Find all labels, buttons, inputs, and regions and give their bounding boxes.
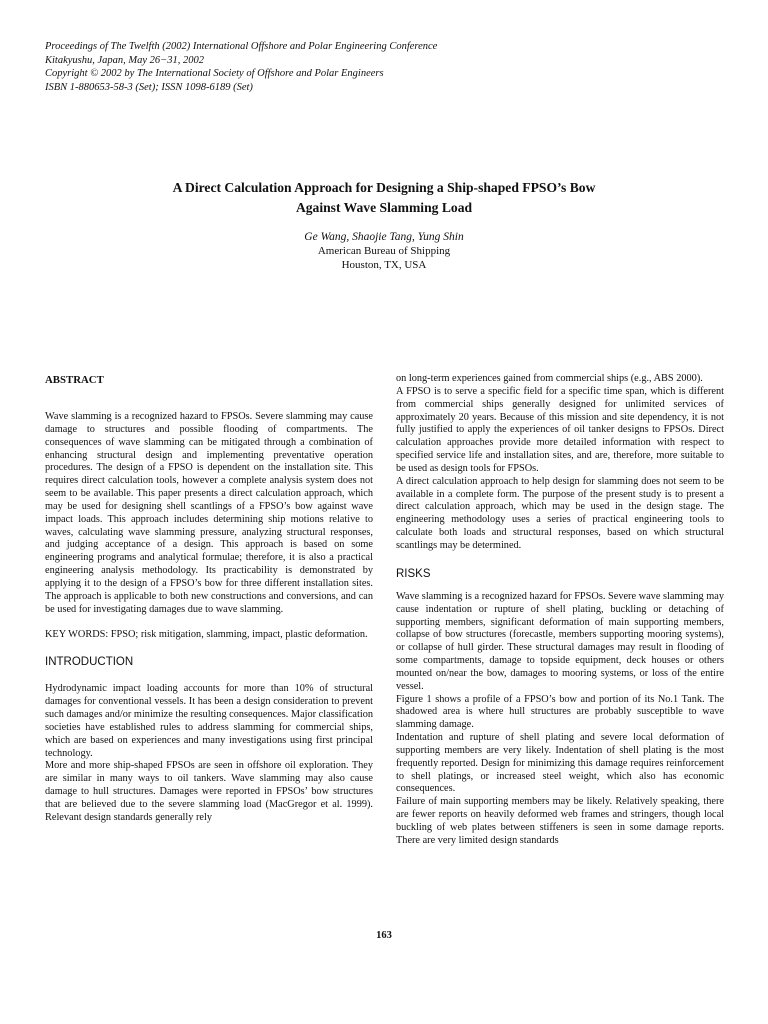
risks-heading: RISKS bbox=[396, 567, 431, 580]
author-names: Ge Wang, Shaojie Tang, Yung Shin bbox=[304, 231, 464, 243]
title-line-1: A Direct Calculation Approach for Designing a Ship-shaped FPSO’s Bow bbox=[172, 180, 596, 195]
risks-paragraph-2: Figure 1 shows a profile of a FPSO’s bow and portion of its No.1 Tank. The shadowed area is where hull structures are probably susceptible to wave slamming damage. bbox=[396, 693, 724, 731]
keywords: KEY WORDS: FPSO; risk mitigation, slamming, impact, plastic deformation. bbox=[45, 628, 368, 640]
proceedings-header bbox=[45, 40, 725, 94]
risks-paragraph-3: Indentation and rupture of shell plating and severe local deformation of supporting members are very likely. Indentation of shell plating is the most frequently reported. Design for minimizing this damage requires reinforcement to shell platings, or increased steel weight, which also has economic consequences. bbox=[396, 732, 724, 795]
author-affiliation: American Bureau of Shipping bbox=[317, 245, 451, 257]
abstract-heading: ABSTRACT bbox=[45, 374, 104, 386]
risks-paragraph-1: Wave slamming is a recognized hazard for FPSOs. Severe wave slamming may cause indentation or rupture of shell plating, buckling or detaching of supporting members, significant deformation of main supporting members, collapse of bow structures (forecastle, members supporting mooring systems), or collapse of hull girder. These structural damages may result in flooding of some compartments, damage to topside equipment, deck houses or others mounted on/near the bow, damages to mooring systems, or loss of the entire vessel. bbox=[396, 590, 724, 692]
author-location: Houston, TX, USA bbox=[341, 259, 427, 271]
right-paragraph-2: A FPSO is to serve a specific field for a specific time span, which is different from commercial ships generally designed for unlimited services of approximately 20 years. Because of this mission and site dependency, it is not fully justified to apply the experiences of oil tanker designs to FPSOs. Direct calculation approaches provide more detailed information with respect to specified service life and installation sites, and are, therefore, more suitable to be used as design tools for FPSOs. bbox=[396, 385, 724, 474]
page-number: 163 bbox=[376, 930, 392, 941]
header-line-2: Kitakyushu, Japan, May 26−31, 2002 bbox=[45, 54, 205, 66]
author-block bbox=[40, 230, 728, 272]
intro-paragraph-1: Hydrodynamic impact loading accounts for more than 10% of structural damages for conventional vessels. It has been a design consideration to prevent such damages and/or minimize the resulting consequences. Major classification societies have established rules to address slamming for commercial ships, which are based on experiences and many investigations using first principal technology. bbox=[45, 683, 373, 759]
right-paragraph-1: on long-term experiences gained from commercial ships (e.g., ABS 2000). bbox=[396, 373, 703, 384]
introduction-heading: INTRODUCTION bbox=[45, 656, 134, 669]
right-paragraph-3: A direct calculation approach to help design for slamming does not seem to be available in a complete form. The purpose of the present study is to present a direct calculation approach, which may be used in the design stage. The engineering methodology uses a series of practical engineering tools to calculate both loads and structural responses, based on which structural scantlings may be determined. bbox=[396, 475, 724, 551]
risks-paragraph-4: Failure of main supporting members may be likely. Relatively speaking, there are fewer reports on heavily deformed web frames and stringers, though local buckling of web plates between stiffeners is seen in some damage reports. There are very limited design standards bbox=[396, 796, 724, 846]
right-column bbox=[396, 373, 724, 848]
abstract-text: Wave slamming is a recognized hazard to FPSOs. Severe slamming may cause damage to structures and possible flooding of compartments. The consequences of wave slamming can be mitigated through a combination of enhancing structural design and implementing preventative operation procedures. The design of a FPSO is dependent on the installation site. This requires direct calculation tools, however a complete analysis system does not seem to be available. This paper presents a direct calculation approach, which may be used for designing shell scantlings of a FPSO’s bow against wave impact loads. This approach includes determining ship motions relative to waves, calculating wave slamming pressure, analyzing structural responses, and judging acceptance of a design. This approach is based on some engineering programs and analytical formulae; therefore, it is also a practical engineering analysis methodology. Its practicability is demonstrated by applying it to the design of a FPSO’s bow for three different installation sites. The approach is applicable to both new constructions and conversions, and can be used for investigating damages due to wave slamming. bbox=[45, 411, 373, 615]
header-line-3: Copyright © 2002 by The International Society of Offshore and Polar Engineers bbox=[45, 68, 384, 80]
header-line-4: ISBN 1-880653-58-3 (Set); ISSN 1098-6189 (Set) bbox=[45, 81, 253, 93]
intro-paragraph-2: More and more ship-shaped FPSOs are seen in offshore oil exploration. They are similar in many ways to oil tankers. Wave slamming may also cause damage to hull structures. Damages were reported in FPSOs’ bow structures that are believed due to the severe slamming load (MacGregor et al. 1999). Relevant design standards generally rely bbox=[45, 760, 373, 823]
title-line-2: Against Wave Slamming Load bbox=[295, 200, 473, 215]
header-line-1: Proceedings of The Twelfth (2002) International Offshore and Polar Engineering Conference bbox=[45, 41, 438, 52]
left-column bbox=[45, 373, 373, 825]
paper-title bbox=[40, 178, 728, 218]
